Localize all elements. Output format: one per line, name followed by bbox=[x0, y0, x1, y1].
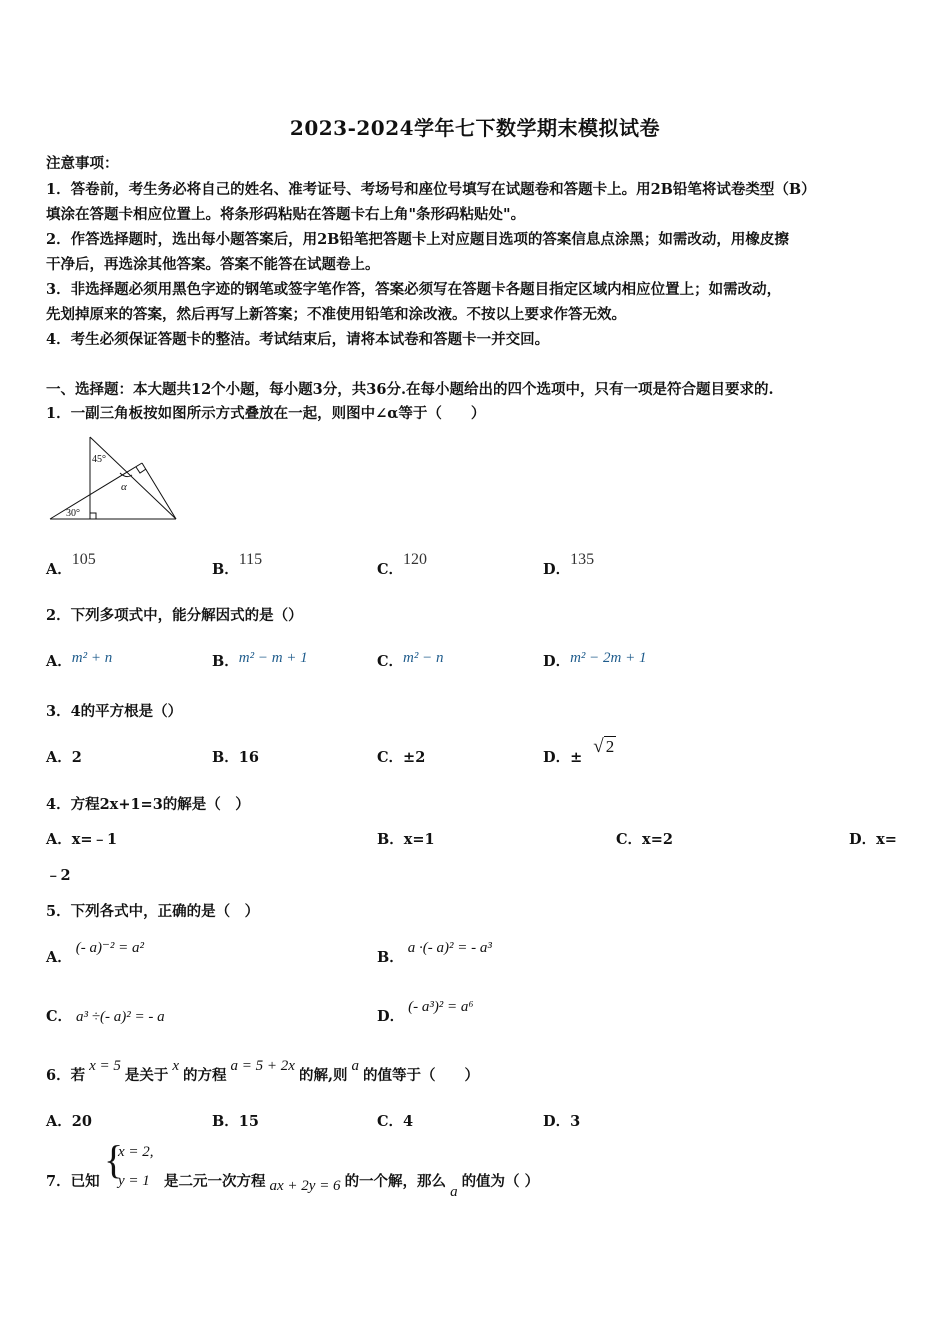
option-value: 115 bbox=[238, 551, 263, 568]
option-label: A． bbox=[46, 831, 72, 848]
stem-text: 的一个解，那么 bbox=[344, 1173, 447, 1190]
option-value: 105 bbox=[71, 551, 96, 568]
stem-text: 是二元一次方程 bbox=[164, 1173, 266, 1190]
label-45: 45° bbox=[92, 454, 106, 465]
option-value: ±2 bbox=[403, 749, 426, 766]
option-d-wrap: ﹣2 bbox=[46, 867, 71, 884]
option-value: (- a³)² = a⁶ bbox=[408, 999, 474, 1015]
option-label: D． bbox=[849, 831, 877, 848]
option-value: 3 bbox=[570, 1113, 581, 1130]
stem-math: a bbox=[351, 1058, 360, 1074]
stem-text: 的解,则 bbox=[298, 1067, 348, 1084]
section-heading: 一、选择题：本大题共12个小题，每小题3分，共36分.在每小题给出的四个选项中，只有一项是符合题目要求的. bbox=[46, 381, 774, 398]
option-b[interactable] bbox=[377, 940, 492, 967]
stem-math: ax + 2y = 6 bbox=[269, 1178, 341, 1194]
option-c[interactable] bbox=[377, 1110, 413, 1131]
stem-text: 6．若 bbox=[46, 1067, 86, 1084]
option-b[interactable] bbox=[212, 746, 259, 767]
triangle-figure bbox=[46, 433, 181, 525]
note-line: 干净后，再选涂其他答案。答案不能答在试题卷上。 bbox=[46, 256, 380, 273]
note-line: 3．非选择题必须用黑色字迹的钢笔或签字笔作答，答案必须写在答题卡各题目指定区域内相应位置上；如需改动， bbox=[46, 281, 782, 298]
option-value: a ·(- a)² = - a³ bbox=[407, 940, 492, 956]
option-label: D． bbox=[543, 653, 571, 670]
option-value: m² + n bbox=[71, 650, 113, 666]
option-c[interactable] bbox=[377, 551, 428, 579]
question-6-stem bbox=[46, 1058, 480, 1085]
option-b[interactable] bbox=[212, 1110, 259, 1131]
option-value: 4 bbox=[403, 1113, 414, 1130]
option-label: D． bbox=[377, 1008, 405, 1025]
option-c[interactable] bbox=[377, 746, 425, 767]
option-label: C． bbox=[46, 1008, 73, 1025]
question-2-stem: 2．下列多项式中，能分解因式的是（） bbox=[46, 607, 303, 624]
option-label: B． bbox=[212, 653, 239, 670]
label-30: 30° bbox=[66, 508, 80, 519]
option-label: D． bbox=[543, 1113, 571, 1130]
option-label: B． bbox=[212, 749, 239, 766]
figure-line bbox=[90, 437, 176, 519]
option-label: B． bbox=[212, 1113, 239, 1130]
option-b[interactable] bbox=[212, 551, 263, 579]
option-label: C． bbox=[377, 653, 404, 670]
system-eq-1: x = 2, bbox=[118, 1144, 154, 1160]
option-d[interactable] bbox=[543, 736, 616, 768]
option-value: x=1 bbox=[403, 831, 435, 848]
option-label: B． bbox=[377, 831, 404, 848]
stem-text: 的方程 bbox=[183, 1067, 227, 1084]
option-a[interactable] bbox=[46, 746, 82, 767]
option-label: A． bbox=[46, 1113, 72, 1130]
note-line: 4．考生必须保证答题卡的整洁。考试结束后，请将本试卷和答题卡一并交回。 bbox=[46, 331, 550, 348]
note-line: 先划掉原来的答案，然后再写上新答案；不准使用铅笔和涂改液。不按以上要求作答无效。 bbox=[46, 306, 626, 323]
label-alpha: α bbox=[121, 481, 127, 493]
option-label: D． bbox=[543, 749, 571, 766]
option-label: A． bbox=[46, 561, 72, 578]
option-value: 15 bbox=[238, 1113, 259, 1130]
page-title: 2023-2024学年七下数学期末模拟试卷 bbox=[289, 116, 661, 140]
option-d[interactable] bbox=[543, 551, 595, 579]
option-value: 20 bbox=[71, 1113, 92, 1130]
stem-math: x = 5 bbox=[89, 1058, 121, 1074]
option-b[interactable] bbox=[377, 828, 435, 849]
option-d[interactable] bbox=[543, 1110, 580, 1131]
option-a[interactable] bbox=[46, 828, 117, 849]
option-value: 120 bbox=[403, 551, 428, 568]
option-label: C． bbox=[616, 831, 643, 848]
option-value: (- a)⁻² = a² bbox=[75, 940, 145, 956]
option-label: C． bbox=[377, 1113, 404, 1130]
stem-math: x bbox=[172, 1058, 180, 1074]
stem-math: a bbox=[450, 1184, 458, 1200]
option-label: B． bbox=[212, 561, 239, 578]
option-label: A． bbox=[46, 949, 72, 966]
note-line: 填涂在答题卡相应位置上。将条形码粘贴在答题卡右上角"条形码粘贴处"。 bbox=[46, 206, 526, 223]
system-eq-2: y = 1 bbox=[118, 1173, 150, 1189]
stem-text: 的值等于（ ） bbox=[363, 1067, 480, 1084]
option-a[interactable] bbox=[46, 650, 112, 671]
option-value: x=﹣1 bbox=[71, 831, 118, 848]
option-label: A． bbox=[46, 653, 72, 670]
question-7-stem-a: 7．已知 bbox=[46, 1173, 100, 1190]
sqrt-expression bbox=[593, 737, 616, 756]
figure-line bbox=[50, 463, 142, 519]
question-5-stem: 5．下列各式中，正确的是（ ） bbox=[46, 903, 260, 920]
question-1-stem: 1．一副三角板按如图所示方式叠放在一起，则图中∠α等于（ ） bbox=[46, 405, 486, 422]
question-7-stem-b bbox=[164, 1170, 540, 1200]
notes-heading: 注意事项： bbox=[46, 155, 119, 172]
option-value: m² − m + 1 bbox=[238, 650, 308, 666]
option-value: x=2 bbox=[642, 831, 673, 848]
option-d[interactable] bbox=[543, 650, 646, 671]
option-value: m² − n bbox=[403, 650, 444, 666]
option-a[interactable] bbox=[46, 551, 96, 579]
stem-math: a = 5 + 2x bbox=[230, 1058, 295, 1074]
option-c[interactable] bbox=[616, 828, 673, 849]
stem-text: 是关于 bbox=[124, 1067, 169, 1084]
option-b[interactable] bbox=[212, 650, 308, 671]
option-value: m² − 2m + 1 bbox=[570, 650, 647, 666]
radicand: 2 bbox=[605, 737, 615, 756]
option-value: 2 bbox=[71, 749, 82, 766]
option-d[interactable] bbox=[849, 828, 897, 849]
option-a[interactable] bbox=[46, 940, 145, 967]
option-value: 135 bbox=[570, 551, 595, 568]
option-value: x= bbox=[876, 831, 897, 848]
question-3-stem: 3．4的平方根是（） bbox=[46, 703, 183, 720]
radical-sign: √ bbox=[593, 736, 604, 757]
option-label: C． bbox=[377, 749, 404, 766]
stem-text: 的值为（ ） bbox=[461, 1173, 540, 1190]
note-line: 2．作答选择题时，选出每小题答案后，用2B铅笔把答题卡上对应题目选项的答案信息点涂黑；如需改动，用橡皮擦 bbox=[46, 231, 789, 248]
option-label: D． bbox=[543, 561, 571, 578]
option-value: ± bbox=[570, 749, 583, 766]
question-4-stem: 4．方程2x+1=3的解是（ ） bbox=[46, 796, 250, 813]
option-c[interactable] bbox=[46, 1005, 165, 1026]
option-value: a³ ÷(- a)² = - a bbox=[76, 1009, 165, 1025]
option-label: B． bbox=[377, 949, 404, 966]
note-line: 1．答卷前，考生务必将自己的姓名、准考证号、考场号和座位号填写在试题卷和答题卡上。用2B铅笔将试卷类型（B） bbox=[46, 181, 816, 198]
option-label: C． bbox=[377, 561, 404, 578]
option-a[interactable] bbox=[46, 1110, 92, 1131]
system-brace: { bbox=[104, 1137, 124, 1182]
option-d[interactable] bbox=[377, 999, 474, 1026]
right-angle-mark bbox=[90, 513, 96, 519]
option-c[interactable] bbox=[377, 650, 444, 671]
option-label: A． bbox=[46, 749, 72, 766]
option-value: 16 bbox=[238, 749, 259, 766]
